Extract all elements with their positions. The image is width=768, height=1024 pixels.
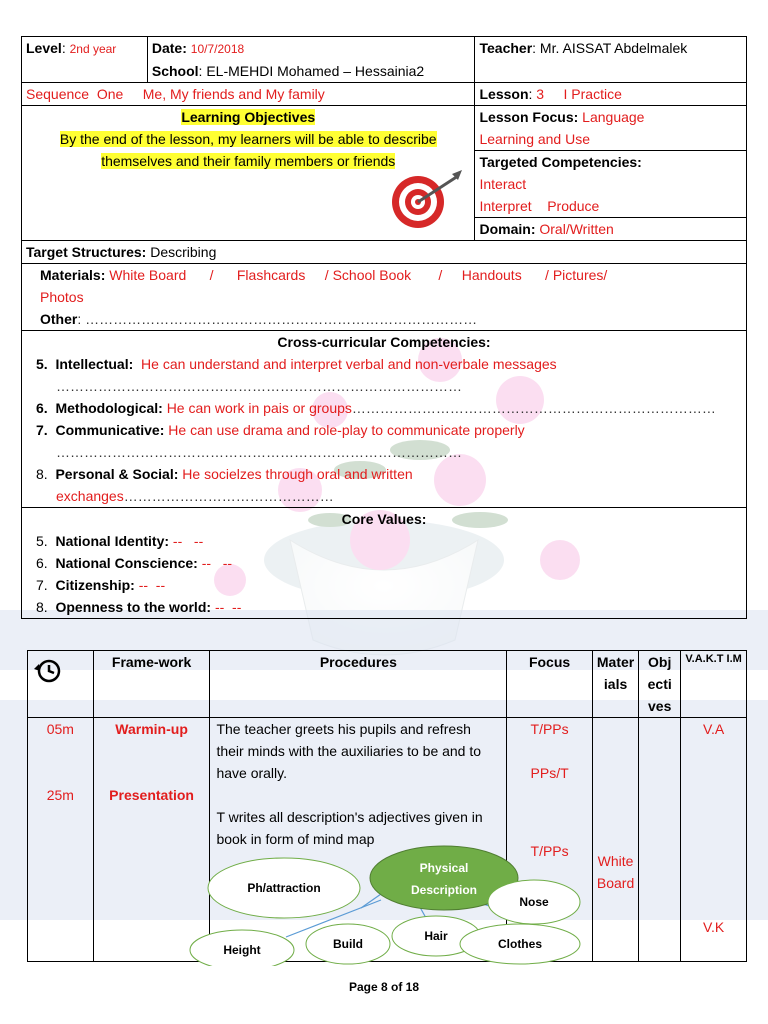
materials-label: Materials: — [40, 267, 106, 283]
level-cell: Level: 2nd year — [22, 37, 148, 83]
material-item: Pictures/ — [552, 267, 608, 283]
lesson-name: I Practice — [563, 86, 622, 102]
mindmap-node-text: Height — [223, 943, 261, 957]
focus-header: Focus — [507, 651, 593, 718]
school-label: School — [151, 63, 199, 79]
other-label: Other — [40, 311, 78, 327]
mindmap-node-text: Build — [333, 937, 363, 951]
objectives-header: Obj ecti ves — [639, 651, 681, 718]
competencies-cell — [475, 151, 747, 218]
mind-map — [186, 842, 596, 966]
lesson-number: 3 — [536, 86, 545, 102]
focus-value: T/PPs — [530, 843, 569, 859]
objectives-text-2: themselves and their family members or friends — [101, 153, 396, 169]
focus-value-2: Learning and Use — [479, 131, 591, 147]
cross-item-intellectual: 5. Intellectual: He can understand and interpret verbal and non-verbale messages — [36, 356, 557, 372]
lesson-header-table — [21, 36, 747, 619]
objectives-cell — [22, 106, 475, 241]
focus-label: Lesson Focus: — [479, 109, 579, 125]
target-structures-value: Describing — [150, 244, 217, 260]
objectives-text-1: By the end of the lesson, my learners will be able to describe — [59, 131, 437, 147]
time-header — [28, 651, 94, 718]
core-item: 7. Citizenship: -- -- — [36, 577, 166, 593]
material-item: School Book — [332, 267, 412, 283]
domain-label: Domain: — [479, 221, 536, 237]
materials-cell — [592, 718, 638, 962]
material-item: Flashcards — [236, 267, 306, 283]
vakt-header: V.A.K.T I.M — [681, 651, 747, 718]
level-label: Level — [26, 40, 62, 56]
core-values-title: Core Values: — [341, 511, 427, 527]
mindmap-node-text: Hair — [424, 929, 448, 943]
core-item: 6. National Conscience: -- -- — [36, 555, 233, 571]
material-separator: / — [438, 267, 443, 283]
material-item: Photos — [40, 289, 84, 305]
vakt-cell — [681, 718, 747, 962]
teacher-cell — [475, 37, 747, 83]
core-item: 8. Openness to the world: -- -- — [36, 599, 242, 615]
frame-presentation: Presentation — [109, 787, 194, 803]
domain-value: Oral/Written — [539, 221, 614, 237]
other-dots: : ………………………………………………………………………… — [77, 311, 478, 327]
competencies-label: Targeted Competencies: — [479, 154, 642, 170]
cross-dots: …………………………………………………………………………… — [56, 378, 462, 394]
cross-item-methodological: 6. Methodological: He can work in pais or groups…………………………………………………………………… — [36, 400, 716, 416]
target-icon — [386, 168, 466, 232]
mindmap-center-text-2: Description — [410, 883, 478, 897]
date-value: 10/7/2018 — [190, 42, 245, 56]
focus-value: T/PPs — [530, 721, 569, 737]
mindmap-node-text: Clothes — [497, 937, 543, 951]
materials-cell — [22, 264, 747, 331]
mindmap-node-text: Ph/attraction — [247, 881, 321, 895]
materials-value: White Board — [596, 853, 635, 891]
vakt-value: V.A — [702, 721, 725, 737]
competency-interpret: Interpret — [479, 198, 532, 214]
vakt-value: V.K — [702, 919, 725, 935]
cross-item-personal-social-cont: exchanges……………………………………… — [56, 488, 334, 504]
frame-warmup: Warmin-up — [115, 721, 188, 737]
clock-history-icon — [32, 657, 62, 685]
material-item: White Board — [109, 267, 187, 283]
cross-dots: …………………………………………………………………………… — [56, 444, 462, 460]
page-number: Page 8 of 18 — [348, 980, 420, 994]
mindmap-node-text: Nose — [519, 895, 549, 909]
date-label: Date: — [151, 40, 187, 56]
school-value: : EL-MEHDI Mohamed – Hessainia2 — [198, 63, 425, 79]
frame-work-header: Frame-work — [93, 651, 210, 718]
cross-curricular-cell — [22, 331, 747, 508]
material-separator: / — [545, 267, 549, 283]
competency-produce: Produce — [547, 198, 600, 214]
time-cell — [28, 718, 94, 962]
material-separator: / — [324, 267, 329, 283]
core-values-cell — [22, 508, 747, 619]
objectives-cell — [639, 718, 681, 962]
level-value: 2nd year — [69, 42, 117, 56]
lesson-cell: Lesson: 3 I Practice — [475, 83, 747, 106]
materials-header: Mater ials — [592, 651, 638, 718]
mindmap-center-text-1: Physical — [419, 861, 469, 875]
cross-item-communicative: 7. Communicative: He can use drama and role-play to communicate properly — [36, 422, 525, 438]
focus-value: PPs/T — [530, 765, 569, 781]
core-item: 5. National Identity: -- -- — [36, 533, 204, 549]
procedure-warmup: The teacher greets his pupils and refresh their minds with the auxiliaries to be and to have orally. — [216, 721, 482, 781]
lesson-label: Lesson — [479, 86, 529, 102]
time-presentation: 25m — [46, 787, 74, 803]
focus-value-1: Language — [582, 109, 645, 125]
procedures-header: Procedures — [210, 651, 507, 718]
competency-interact: Interact — [479, 176, 527, 192]
material-item: Handouts — [461, 267, 522, 283]
focus-cell — [475, 106, 747, 151]
target-structures-label: Target Structures: — [26, 244, 147, 260]
cross-curricular-title: Cross-curricular Competencies: — [277, 334, 491, 350]
sequence-text: Sequence One Me, My friends and My family — [26, 86, 325, 102]
sequence-cell — [22, 83, 475, 106]
material-separator: / — [209, 267, 214, 283]
date-school-cell — [147, 37, 475, 83]
domain-cell — [475, 218, 747, 241]
teacher-label: Teacher — [479, 40, 533, 56]
time-warmup: 05m — [46, 721, 74, 737]
teacher-value: : Mr. AISSAT Abdelmalek — [532, 40, 688, 56]
target-structures-cell — [22, 241, 747, 264]
objectives-title: Learning Objectives — [181, 109, 316, 125]
cross-item-personal-social: 8. Personal & Social: He socielzes through oral and written — [36, 466, 413, 482]
procedure-presentation: T writes all description's adjectives given in book in form of mind map — [216, 809, 483, 847]
